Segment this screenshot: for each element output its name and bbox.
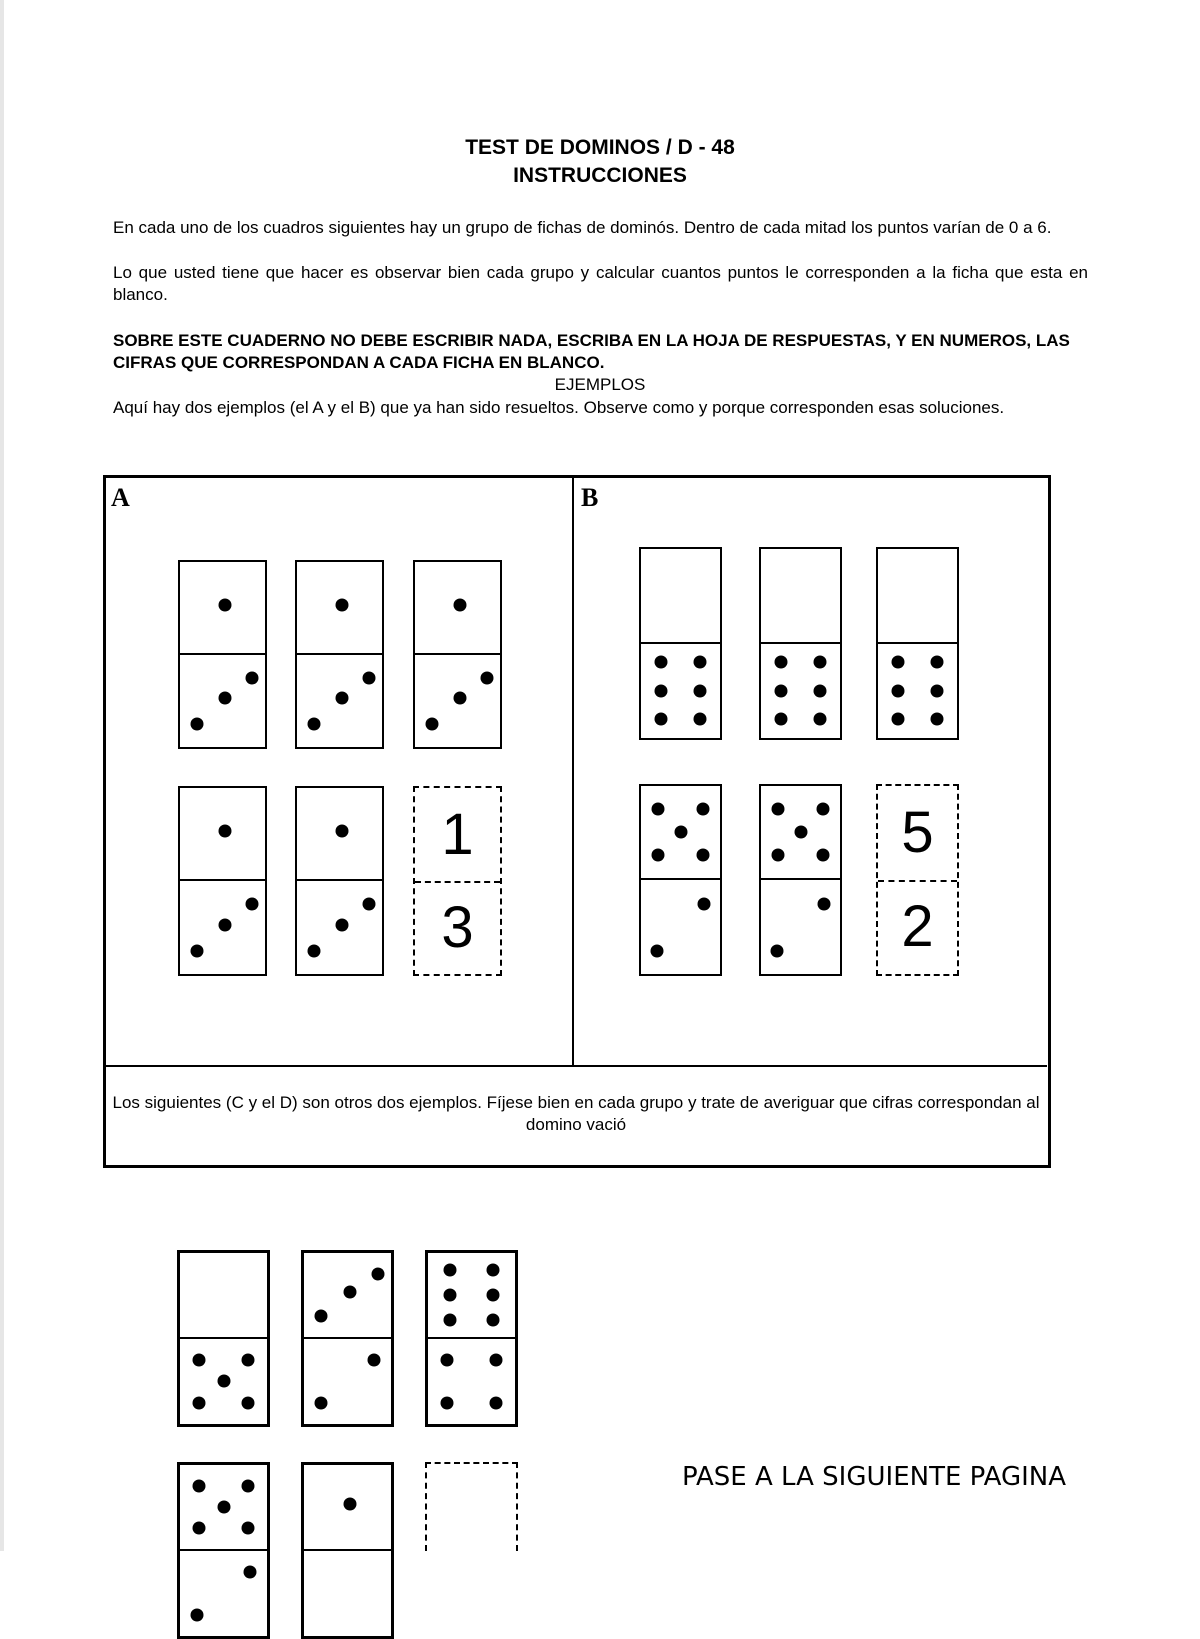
domino-half-top bbox=[297, 562, 382, 655]
domino-pip bbox=[344, 1498, 357, 1511]
domino-pip bbox=[696, 803, 709, 816]
domino-pip bbox=[772, 803, 785, 816]
answer-domino bbox=[425, 1462, 518, 1551]
domino-pip bbox=[487, 1263, 500, 1276]
domino-pip bbox=[696, 849, 709, 862]
domino-pip bbox=[694, 656, 707, 669]
domino-pip bbox=[818, 897, 831, 910]
answer-top-digit: 5 bbox=[901, 800, 934, 865]
domino-half-bottom bbox=[304, 1551, 391, 1637]
instruction-paragraph-2: Lo que usted tiene que hacer es observar bien cada grupo y calcular cuantos puntos le corresponden a la ficha que esta en blanco. bbox=[113, 263, 1088, 304]
domino-half-bottom bbox=[428, 1339, 515, 1425]
examples-divider-vertical bbox=[572, 477, 574, 1066]
domino-pip bbox=[426, 717, 439, 730]
domino-pip bbox=[814, 713, 827, 726]
domino-half-top bbox=[641, 786, 720, 880]
domino-pip bbox=[794, 826, 807, 839]
domino-half-top bbox=[297, 788, 382, 881]
domino-pip bbox=[367, 1353, 380, 1366]
domino-half-top bbox=[304, 1465, 391, 1551]
examples-heading: EJEMPLOS bbox=[554, 375, 646, 394]
domino-pip bbox=[217, 1375, 230, 1388]
domino-pip bbox=[814, 684, 827, 697]
domino-pip bbox=[336, 918, 349, 931]
domino-pip bbox=[336, 691, 349, 704]
domino-pip bbox=[652, 803, 665, 816]
domino-pip bbox=[652, 849, 665, 862]
domino-pip bbox=[363, 898, 376, 911]
domino-half-top bbox=[761, 786, 840, 880]
domino-pip bbox=[217, 1500, 230, 1513]
examples-note: Los siguientes (C y el D) son otros dos ejemplos. Fíjese bien en cada grupo y trate de averiguar que cifras correspondan al domino vació bbox=[112, 1093, 1040, 1134]
domino-pip bbox=[487, 1288, 500, 1301]
domino-pip bbox=[674, 826, 687, 839]
domino-half-top bbox=[761, 549, 840, 644]
domino-pip bbox=[454, 691, 467, 704]
instruction-paragraph-3: Aquí hay dos ejemplos (el A y el B) que ya han sido resueltos. Observe como y porque corresponden esas soluciones. bbox=[113, 398, 1005, 417]
answer-domino bbox=[876, 784, 959, 976]
domino-pip bbox=[489, 1396, 502, 1409]
domino-pip bbox=[336, 824, 349, 837]
domino-pip bbox=[443, 1313, 456, 1326]
domino-half-bottom bbox=[641, 644, 720, 739]
domino-pip bbox=[441, 1353, 454, 1366]
domino-pip bbox=[191, 717, 204, 730]
domino-pip bbox=[241, 1521, 254, 1534]
answer-top-digit: 1 bbox=[441, 802, 474, 867]
domino-pip bbox=[481, 671, 494, 684]
domino-pip bbox=[698, 897, 711, 910]
domino-half-bottom bbox=[180, 1551, 267, 1637]
domino-pip bbox=[489, 1353, 502, 1366]
domino-pip bbox=[650, 944, 663, 957]
answer-domino bbox=[413, 786, 502, 976]
domino bbox=[177, 1250, 270, 1427]
domino-pip bbox=[816, 803, 829, 816]
domino-half-bottom bbox=[761, 880, 840, 974]
domino bbox=[876, 547, 959, 740]
domino-half-top bbox=[641, 549, 720, 644]
examples-divider-horizontal bbox=[105, 1065, 1047, 1067]
domino-pip bbox=[241, 1353, 254, 1366]
domino-pip bbox=[246, 898, 259, 911]
domino-pip bbox=[770, 944, 783, 957]
domino-pip bbox=[774, 656, 787, 669]
page-edge bbox=[0, 0, 4, 1551]
domino-pip bbox=[454, 598, 467, 611]
domino-pip bbox=[193, 1521, 206, 1534]
domino-pip bbox=[308, 944, 321, 957]
domino-pip bbox=[219, 691, 232, 704]
domino-pip bbox=[487, 1313, 500, 1326]
domino-half-top bbox=[180, 1253, 267, 1339]
warning-text: SOBRE ESTE CUADERNO NO DEBE ESCRIBIR NADA, ESCRIBA EN LA HOJA DE RESPUESTAS, Y EN NUMEROS, LAS CIFRAS QUE CORRESPONDAN A CADA FICHA EN BLANCO. bbox=[113, 331, 1070, 372]
domino-pip bbox=[191, 944, 204, 957]
domino-half-top bbox=[180, 1465, 267, 1551]
domino-pip bbox=[654, 656, 667, 669]
domino-pip bbox=[344, 1286, 357, 1299]
domino-pip bbox=[315, 1309, 328, 1322]
domino-pip bbox=[191, 1608, 204, 1621]
domino-pip bbox=[193, 1479, 206, 1492]
domino-pip bbox=[931, 656, 944, 669]
domino-pip bbox=[441, 1396, 454, 1409]
domino-half-top bbox=[415, 562, 500, 655]
domino-half-bottom bbox=[180, 1339, 267, 1425]
domino-pip bbox=[814, 656, 827, 669]
domino-pip bbox=[931, 684, 944, 697]
domino-pip bbox=[193, 1396, 206, 1409]
domino-pip bbox=[694, 684, 707, 697]
domino-pip bbox=[336, 598, 349, 611]
domino-pip bbox=[219, 824, 232, 837]
domino-half-top bbox=[180, 788, 265, 881]
domino bbox=[639, 547, 722, 740]
domino-half-top bbox=[878, 549, 957, 644]
domino bbox=[639, 784, 722, 976]
domino-pip bbox=[193, 1353, 206, 1366]
domino-half-top bbox=[428, 1253, 515, 1339]
example-b-label: B bbox=[581, 483, 599, 512]
domino-half-bottom bbox=[180, 881, 265, 974]
domino-pip bbox=[219, 598, 232, 611]
domino-pip bbox=[246, 671, 259, 684]
instruction-paragraph-1: En cada uno de los cuadros siguientes hay un grupo de fichas de dominós. Dentro de cada mitad los puntos varían de 0 a 6. bbox=[113, 218, 1052, 237]
domino-pip bbox=[816, 849, 829, 862]
domino bbox=[178, 786, 267, 976]
domino-half-bottom bbox=[641, 880, 720, 974]
next-page-note: PASE A LA SIGUIENTE PAGINA bbox=[682, 1462, 1067, 1492]
domino-half-bottom bbox=[415, 655, 500, 748]
domino-pip bbox=[891, 713, 904, 726]
domino-pip bbox=[891, 656, 904, 669]
page-title: TEST DE DOMINOS / D - 48 bbox=[465, 136, 735, 159]
domino bbox=[295, 560, 384, 749]
domino-half-bottom bbox=[297, 655, 382, 748]
domino-pip bbox=[443, 1263, 456, 1276]
domino-pip bbox=[772, 849, 785, 862]
domino bbox=[413, 560, 502, 749]
domino bbox=[178, 560, 267, 749]
domino-pip bbox=[241, 1396, 254, 1409]
answer-bottom-digit: 3 bbox=[441, 895, 474, 960]
domino-half-top bbox=[304, 1253, 391, 1339]
domino-pip bbox=[774, 684, 787, 697]
domino bbox=[759, 547, 842, 740]
domino-pip bbox=[694, 713, 707, 726]
domino-half-bottom bbox=[297, 881, 382, 974]
domino-pip bbox=[774, 713, 787, 726]
domino-half-bottom bbox=[878, 644, 957, 739]
domino-pip bbox=[219, 918, 232, 931]
domino-half-bottom bbox=[180, 655, 265, 748]
domino bbox=[295, 786, 384, 976]
domino bbox=[759, 784, 842, 976]
domino-pip bbox=[241, 1479, 254, 1492]
domino-pip bbox=[371, 1267, 384, 1280]
domino bbox=[301, 1250, 394, 1427]
domino-pip bbox=[654, 713, 667, 726]
domino-pip bbox=[363, 671, 376, 684]
domino-pip bbox=[243, 1565, 256, 1578]
domino-half-top bbox=[180, 562, 265, 655]
example-a-label: A bbox=[111, 483, 130, 512]
page-subtitle: INSTRUCCIONES bbox=[513, 164, 687, 187]
domino-pip bbox=[654, 684, 667, 697]
domino-half-bottom bbox=[304, 1339, 391, 1425]
domino-pip bbox=[315, 1396, 328, 1409]
answer-bottom-digit: 2 bbox=[901, 894, 934, 959]
domino-pip bbox=[308, 717, 321, 730]
domino-pip bbox=[931, 713, 944, 726]
domino-half-bottom bbox=[761, 644, 840, 739]
domino-pip bbox=[891, 684, 904, 697]
domino bbox=[425, 1250, 518, 1427]
domino-pip bbox=[443, 1288, 456, 1301]
